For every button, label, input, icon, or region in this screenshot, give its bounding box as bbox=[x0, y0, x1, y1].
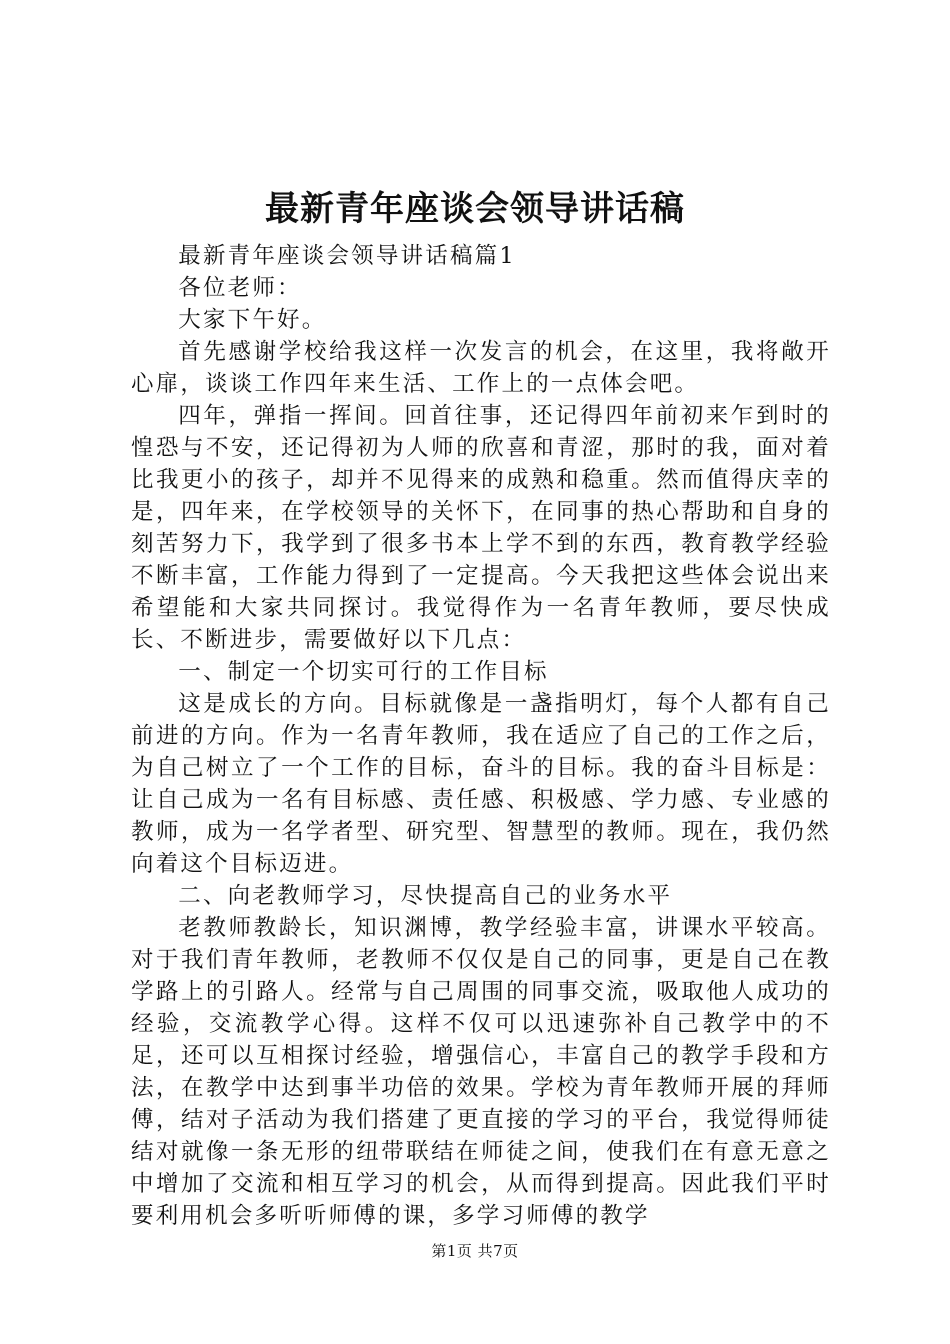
greeting: 大家下午好。 bbox=[178, 307, 327, 333]
paragraph-learn: 老教师教龄长，知识渊博，教学经验丰富，讲课水平较高。对于我们青年教师，老教师不仅仅是自己的同事，更是自己在教学路上的引路人。经常与自己周围的同事交流，吸取他人成功的经验，交流教学心得。这样不仅可以迅速弥补自己教学中的不足，还可以互相探讨经验，增强信心，丰富自己的教学手段和方法，在教学中达到事半功倍的效果。学校为青年教师开展的拜师傅，结对子活动为我们搭建了更直接的学习的平台，我觉得师徒结对就像一条无形的纽带联结在师徒之间，使我们在有意无意之中增加了交流和相互学习的机会，从而得到提高。因此我们平时要利用机会多听听师傅的课，多学习师傅的教学 bbox=[131, 915, 831, 1229]
paragraph-four-years: 四年，弹指一挥间。回首往事，还记得四年前初来乍到时的惶恐与不安，还记得初为人师的欣喜和青涩，那时的我，面对着比我更小的孩子，却并不见得来的成熟和稳重。然而值得庆幸的是，四年来，在学校领导的关怀下，在同事的热心帮助和自身的刻苦努力下，我学到了很多书本上学不到的东西，教育教学经验不断丰富，工作能力得到了一定提高。今天我把这些体会说出来希望能和大家共同探讨。我觉得作为一名青年教师，要尽快成长、不断进步，需要做好以下几点： bbox=[131, 403, 831, 653]
section-heading: 最新青年座谈会领导讲话稿篇1 bbox=[178, 243, 516, 269]
subheading-goal: 一、制定一个切实可行的工作目标 bbox=[178, 659, 549, 685]
paragraph-intro: 首先感谢学校给我这样一次发言的机会，在这里，我将敞开心扉，谈谈工作四年来生活、工作上的一点体会吧。 bbox=[131, 339, 831, 397]
salutation: 各位老师： bbox=[178, 275, 302, 301]
page-footer: 第1页 共7页 bbox=[431, 1242, 519, 1260]
subheading-learn: 二、向老教师学习，尽快提高自己的业务水平 bbox=[178, 883, 673, 909]
document-body bbox=[131, 240, 831, 1232]
document-title: 最新青年座谈会领导讲话稿 bbox=[265, 189, 685, 229]
paragraph-goal: 这是成长的方向。目标就像是一盏指明灯，每个人都有自己前进的方向。作为一名青年教师，我在适应了自己的工作之后，为自己树立了一个工作的目标，奋斗的目标。我的奋斗目标是：让自己成为一名有目标感、责任感、积极感、学力感、专业感的教师，成为一名学者型、研究型、智慧型的教师。现在，我仍然向着这个目标迈进。 bbox=[131, 691, 831, 877]
